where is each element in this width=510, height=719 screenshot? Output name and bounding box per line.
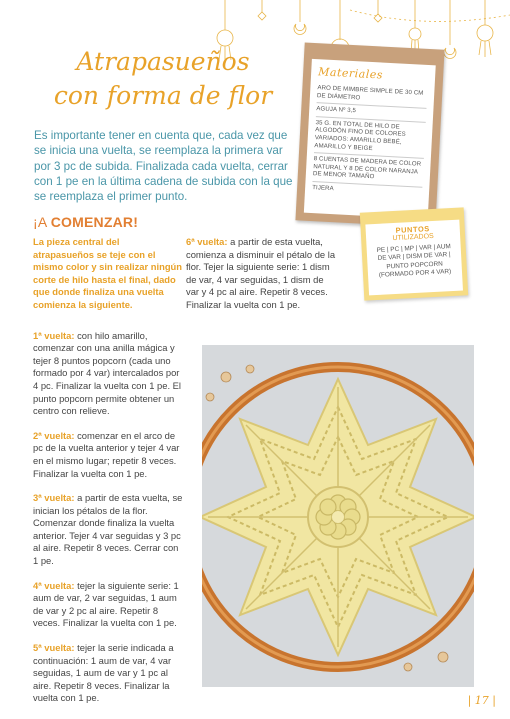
instructions-column-1	[33, 236, 183, 717]
section-heading	[33, 214, 138, 230]
round-text: a partir de esta vuelta, comienza a disminuir el pétalo de la flor. Tejer la siguiente serie: 1 dism de var, 4 var seguidas, 1 dism de var y 4 pc al aire. Repetir 8 veces. Finalizar la vuelta con 1 pe.	[186, 236, 336, 310]
stitches-line: (FORMADO POR 4 VAR)	[378, 268, 452, 280]
round-text: tejer la serie indicada a continuación: 1 aum de var, 4 var seguidas, 1 aum de var y 1 pc al aire. Repetir 8 veces. Finalizar la vuelta con 1 pe.	[33, 642, 174, 704]
materials-item: ARO DE MIMBRE SIMPLE DE 30 CM DE DIÁMETRO	[317, 82, 428, 109]
round-paragraph	[33, 492, 183, 568]
round-label: 1ª vuelta:	[33, 329, 75, 341]
heading-prefix: ¡A	[33, 214, 51, 230]
round-text: a partir de esta vuelta, se inician los pétalos de la flor. Comenzar donde finaliza la vuelta anterior. Tejer 4 var seguidas y 3 pc al aire. Repetir 8 veces. Cerrar con 1 pe.	[33, 492, 183, 567]
crochet-doily-illustration	[202, 345, 474, 687]
page-number: | 17 |	[467, 694, 496, 707]
heading-word: COMENZAR!	[50, 214, 139, 230]
round-label: 3ª vuelta:	[33, 492, 75, 504]
round-text: comenzar en el arco de pc de la vuelta anterior y tejer 4 var en el mismo lugar; repetir 8 veces. Finalizar la vuelta con 1 pe.	[33, 429, 180, 479]
round-text: tejer la siguiente serie: 1 aum de var, 2 var seguidas, 1 aum de var y 2 pc al aire. Repetir 8 veces. Finalizar la vuelta con 1 pe.	[33, 579, 179, 629]
materials-item: AGUJA Nº 3,5	[316, 103, 427, 122]
intro-paragraph: Es importante tener en cuenta que, cada vez que se inicia una vuelta, se reemplaza la primera var por 3 pc de subida. Finalizada cada vuelta, cerrar con 1 pe en la última cadena de subida con la que se reemplaza el primer punto.	[34, 129, 293, 204]
materials-card	[295, 42, 444, 227]
round-text: con hilo amarillo, comenzar con una anilla mágica y tejer 8 puntos popcorn (cada uno formado por 4 var) intercalados por 4 pc. Finalizar la vuelta con 1 pe. El punto popcorn permite obtener un centro con relieve.	[33, 329, 181, 417]
stitches-line: PE | PC | MP | VAR | AUM	[376, 243, 451, 254]
stitches-line: DE VAR | DISM DE VAR |	[377, 251, 451, 263]
lead-paragraph: La pieza central del atrapasueños se teje con el mismo color y sin realizar ningún corte de hilo hasta el final, dado que donde finaliza una vuelta comienza la siguiente.	[33, 236, 182, 310]
round-label: 2ª vuelta:	[33, 429, 75, 441]
stitches-subtitle: UTILIZADOS	[392, 232, 434, 243]
stitches-card	[360, 207, 468, 300]
round-label: 5ª vuelta:	[33, 642, 75, 654]
materials-card-inner	[304, 59, 436, 219]
article-title	[28, 45, 298, 113]
round-label: 6ª vuelta:	[186, 236, 228, 247]
materials-item: 35 G. EN TOTAL DE HILO DE ALGODÓN FINO DE COLORES VARIADOS: AMARILLO BEBÉ, AMARILLO Y BEIGE	[314, 117, 426, 159]
materials-item: 8 CUENTAS DE MADERA DE COLOR NATURAL Y 8 DE COLOR NARANJA DE MENOR TAMAÑO	[312, 153, 423, 187]
title-line-2: con forma de flor	[53, 81, 273, 110]
stitches-title: PUNTOS	[395, 224, 431, 235]
round-paragraph	[33, 642, 183, 705]
stitches-line: PUNTO POPCORN	[386, 260, 443, 271]
round-paragraph	[186, 236, 336, 312]
round-paragraph	[33, 580, 183, 630]
round-label: 4ª vuelta:	[33, 579, 75, 591]
round-paragraph	[33, 330, 183, 418]
crochet-doily-photo	[202, 345, 474, 687]
materials-title: Materiales	[317, 65, 384, 82]
stitches-card-inner	[365, 220, 463, 296]
round-paragraph	[33, 430, 183, 480]
instructions-column-2	[186, 236, 336, 324]
title-line-1: Atrapasueños	[76, 47, 250, 76]
materials-item: TIJERA	[311, 183, 334, 193]
